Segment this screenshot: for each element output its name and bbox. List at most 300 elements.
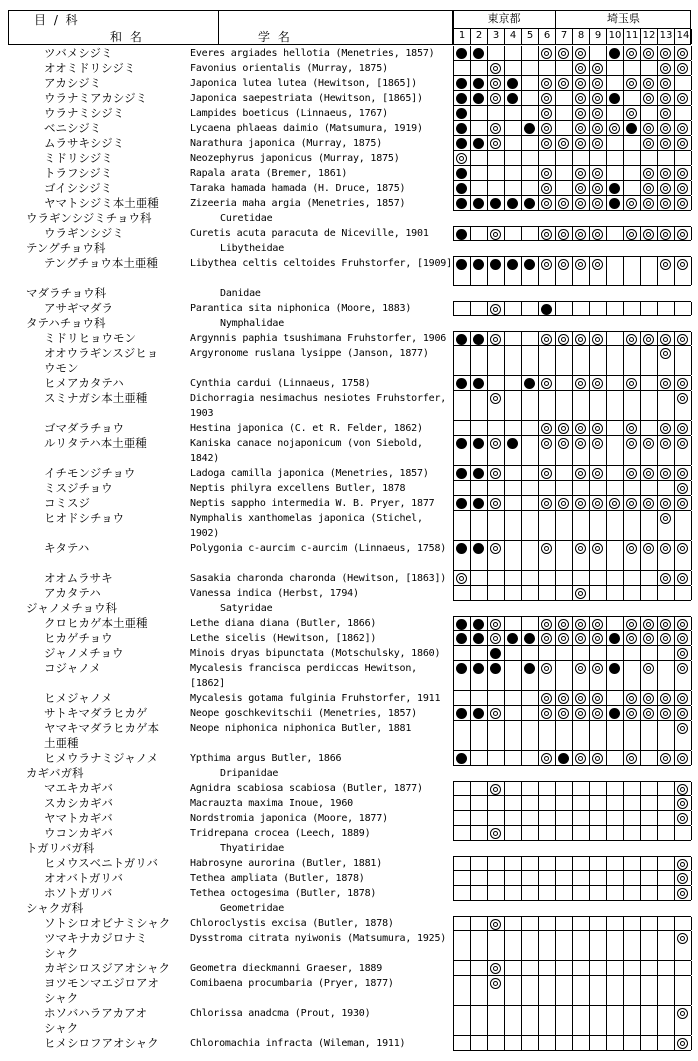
occurrence-cell bbox=[675, 227, 692, 240]
double-circle-mark bbox=[643, 138, 654, 149]
occurrence-cell bbox=[522, 1006, 539, 1035]
occurrence-cell bbox=[539, 436, 556, 465]
occurrence-cell bbox=[573, 227, 590, 240]
occurrence-cell bbox=[471, 302, 488, 315]
occurrence-cell bbox=[641, 886, 658, 900]
occurrence-cell bbox=[522, 436, 539, 465]
double-circle-mark bbox=[592, 438, 603, 449]
occurrence-cell bbox=[488, 811, 505, 825]
occurrence-cell bbox=[658, 346, 675, 375]
occurrence-cell bbox=[675, 166, 692, 180]
double-circle-mark bbox=[626, 229, 637, 240]
occurrence-cell bbox=[488, 751, 505, 765]
filled-circle-mark bbox=[507, 438, 518, 449]
occurrence-cell bbox=[624, 976, 641, 1005]
occurrence-grid bbox=[453, 616, 691, 631]
occurrence-cell bbox=[556, 691, 573, 705]
species-japanese-name: シャク bbox=[44, 991, 79, 1005]
species-japanese-name: シャク bbox=[44, 1021, 79, 1035]
occurrence-cell bbox=[488, 511, 505, 540]
occurrence-cell bbox=[454, 496, 471, 510]
occurrence-cell bbox=[590, 871, 607, 885]
occurrence-grid bbox=[453, 376, 691, 391]
species-japanese-name: ヒメウスベニトガリバ bbox=[44, 856, 158, 870]
occurrence-cell bbox=[675, 706, 692, 720]
occurrence-cell bbox=[539, 196, 556, 210]
occurrence-grid bbox=[453, 976, 691, 1006]
occurrence-cell bbox=[505, 151, 522, 165]
occurrence-cell bbox=[658, 61, 675, 75]
occurrence-cell bbox=[658, 886, 675, 900]
occurrence-cell bbox=[454, 886, 471, 900]
occurrence-cell bbox=[675, 391, 692, 420]
occurrence-cell bbox=[488, 106, 505, 120]
occurrence-cell bbox=[607, 332, 624, 345]
occurrence-cell bbox=[539, 136, 556, 150]
occurrence-cell bbox=[522, 751, 539, 765]
occurrence-cell bbox=[556, 166, 573, 180]
species-japanese-name: ルリタテハ本土亜種 bbox=[44, 436, 147, 450]
occurrence-cell bbox=[522, 151, 539, 165]
occurrence-cell bbox=[641, 917, 658, 930]
occurrence-cell bbox=[607, 391, 624, 420]
filled-circle-mark bbox=[473, 378, 484, 389]
occurrence-cell bbox=[505, 421, 522, 435]
family-japanese-name: テングチョウ科 bbox=[26, 241, 106, 255]
occurrence-cell bbox=[573, 661, 590, 690]
double-circle-mark bbox=[677, 859, 688, 870]
occurrence-cell bbox=[556, 181, 573, 195]
double-circle-mark bbox=[575, 93, 586, 104]
occurrence-cell bbox=[471, 76, 488, 90]
occurrence-cell bbox=[641, 181, 658, 195]
occurrence-cell bbox=[454, 1036, 471, 1050]
occurrence-cell bbox=[539, 811, 556, 825]
species-scientific-name: Neptis sappho intermedia W. B. Pryer, 1877 bbox=[190, 498, 435, 509]
double-circle-mark bbox=[626, 48, 637, 59]
occurrence-cell bbox=[454, 121, 471, 135]
occurrence-cell bbox=[658, 302, 675, 315]
occurrence-cell bbox=[505, 706, 522, 720]
double-circle-mark bbox=[592, 229, 603, 240]
double-circle-mark bbox=[575, 108, 586, 119]
species-scientific-name: Lampides boeticus (Linnaeus, 1767) bbox=[190, 108, 388, 119]
species-row bbox=[0, 466, 698, 481]
occurrence-cell bbox=[454, 346, 471, 375]
species-row bbox=[0, 691, 698, 706]
occurrence-cell bbox=[573, 46, 590, 60]
double-circle-mark bbox=[660, 138, 671, 149]
occurrence-cell bbox=[454, 751, 471, 765]
occurrence-cell bbox=[675, 436, 692, 465]
double-circle-mark bbox=[592, 708, 603, 719]
occurrence-cell bbox=[607, 466, 624, 480]
double-circle-mark bbox=[541, 183, 552, 194]
species-row bbox=[0, 886, 698, 901]
occurrence-cell bbox=[675, 886, 692, 900]
occurrence-cell bbox=[607, 346, 624, 375]
double-circle-mark bbox=[575, 183, 586, 194]
occurrence-grid bbox=[453, 916, 691, 931]
species-scientific-name: Zizeeria maha argia (Menetries, 1857) bbox=[190, 198, 406, 209]
occurrence-cell bbox=[590, 121, 607, 135]
occurrence-cell bbox=[539, 391, 556, 420]
species-row bbox=[0, 481, 698, 496]
occurrence-grid bbox=[453, 781, 691, 796]
occurrence-cell bbox=[607, 121, 624, 135]
occurrence-cell bbox=[454, 706, 471, 720]
occurrence-cell bbox=[454, 332, 471, 345]
double-circle-mark bbox=[677, 168, 688, 179]
occurrence-cell bbox=[522, 496, 539, 510]
occurrence-cell bbox=[488, 661, 505, 690]
species-row bbox=[0, 856, 698, 871]
filled-circle-mark bbox=[507, 198, 518, 209]
occurrence-cell bbox=[488, 196, 505, 210]
occurrence-cell bbox=[675, 302, 692, 315]
occurrence-cell bbox=[454, 196, 471, 210]
species-japanese-name: イチモンジチョウ bbox=[44, 466, 136, 480]
species-row bbox=[0, 151, 698, 166]
species-scientific-name: Lethe sicelis (Hewitson, [1862]) bbox=[190, 633, 377, 644]
occurrence-cell bbox=[590, 421, 607, 435]
species-row bbox=[0, 511, 698, 541]
occurrence-cell bbox=[658, 721, 675, 750]
occurrence-cell bbox=[556, 811, 573, 825]
occurrence-cell bbox=[641, 76, 658, 90]
filled-circle-mark bbox=[490, 663, 501, 674]
occurrence-cell bbox=[573, 541, 590, 570]
occurrence-cell bbox=[675, 871, 692, 885]
occurrence-cell bbox=[641, 91, 658, 105]
occurrence-cell bbox=[505, 76, 522, 90]
occurrence-cell bbox=[471, 121, 488, 135]
double-circle-mark bbox=[643, 708, 654, 719]
occurrence-cell bbox=[539, 121, 556, 135]
species-scientific-name: Libythea celtis celtoides Fruhstorfer, [1909] bbox=[190, 258, 452, 269]
double-circle-mark bbox=[490, 784, 501, 795]
double-circle-mark bbox=[541, 423, 552, 434]
occurrence-cell bbox=[522, 586, 539, 600]
occurrence-cell bbox=[607, 721, 624, 750]
occurrence-cell bbox=[539, 496, 556, 510]
double-circle-mark bbox=[541, 543, 552, 554]
species-scientific-name: Rapala arata (Bremer, 1861) bbox=[190, 168, 348, 179]
occurrence-cell bbox=[624, 917, 641, 930]
double-circle-mark bbox=[490, 229, 501, 240]
double-circle-mark bbox=[575, 438, 586, 449]
column-number: 6 bbox=[539, 29, 556, 44]
occurrence-cell bbox=[556, 481, 573, 495]
filled-circle-mark bbox=[558, 753, 569, 764]
occurrence-cell bbox=[488, 151, 505, 165]
occurrence-cell bbox=[624, 751, 641, 765]
occurrence-cell bbox=[471, 511, 488, 540]
species-scientific-name: Dichorragia nesimachus nesiotes Fruhstorfer, 1903 bbox=[190, 393, 447, 419]
double-circle-mark bbox=[558, 78, 569, 89]
double-circle-mark bbox=[541, 48, 552, 59]
species-scientific-name: Lethe diana diana (Butler, 1866) bbox=[190, 618, 377, 629]
double-circle-mark bbox=[490, 304, 501, 315]
double-circle-mark bbox=[677, 708, 688, 719]
occurrence-cell bbox=[641, 151, 658, 165]
occurrence-cell bbox=[488, 917, 505, 930]
filled-circle-mark bbox=[524, 378, 535, 389]
occurrence-cell bbox=[590, 496, 607, 510]
occurrence-cell bbox=[658, 106, 675, 120]
occurrence-cell bbox=[505, 721, 522, 750]
species-japanese-name: ウラナミアカシジミ bbox=[44, 91, 148, 105]
occurrence-cell bbox=[471, 1006, 488, 1035]
occurrence-grid bbox=[453, 181, 691, 196]
occurrence-cell bbox=[590, 481, 607, 495]
double-circle-mark bbox=[677, 229, 688, 240]
occurrence-cell bbox=[590, 181, 607, 195]
filled-circle-mark bbox=[609, 183, 620, 194]
occurrence-grid bbox=[453, 61, 691, 76]
species-japanese-name: スカシカギバ bbox=[44, 796, 113, 810]
occurrence-cell bbox=[641, 391, 658, 420]
species-japanese-name: ウラナミシジミ bbox=[44, 106, 125, 120]
occurrence-cell bbox=[454, 796, 471, 810]
occurrence-grid bbox=[453, 811, 691, 826]
occurrence-cell bbox=[658, 871, 675, 885]
species-japanese-name: ヤマトシジミ本土亜種 bbox=[44, 196, 159, 210]
double-circle-mark bbox=[575, 168, 586, 179]
occurrence-cell bbox=[505, 917, 522, 930]
double-circle-mark bbox=[541, 619, 552, 630]
family-scientific-name: Curetidae bbox=[220, 213, 273, 224]
occurrence-cell bbox=[675, 76, 692, 90]
occurrence-cell bbox=[454, 227, 471, 240]
filled-circle-mark bbox=[473, 438, 484, 449]
filled-circle-mark bbox=[524, 663, 535, 674]
double-circle-mark bbox=[592, 123, 603, 134]
double-circle-mark bbox=[541, 108, 552, 119]
occurrence-cell bbox=[556, 76, 573, 90]
filled-circle-mark bbox=[609, 663, 620, 674]
double-circle-mark bbox=[575, 693, 586, 704]
occurrence-grid bbox=[453, 646, 691, 661]
occurrence-cell bbox=[675, 481, 692, 495]
occurrence-cell bbox=[471, 691, 488, 705]
double-circle-mark bbox=[677, 334, 688, 345]
occurrence-cell bbox=[522, 631, 539, 645]
occurrence-cell bbox=[573, 586, 590, 600]
double-circle-mark bbox=[575, 468, 586, 479]
filled-circle-mark bbox=[524, 633, 535, 644]
occurrence-cell bbox=[641, 106, 658, 120]
occurrence-cell bbox=[658, 421, 675, 435]
double-circle-mark bbox=[541, 259, 552, 270]
occurrence-cell bbox=[573, 346, 590, 375]
occurrence-cell bbox=[471, 346, 488, 375]
occurrence-cell bbox=[624, 481, 641, 495]
occurrence-cell bbox=[505, 436, 522, 465]
occurrence-grid bbox=[453, 571, 691, 586]
double-circle-mark bbox=[490, 919, 501, 930]
occurrence-cell bbox=[471, 436, 488, 465]
occurrence-cell bbox=[590, 617, 607, 630]
occurrence-cell bbox=[556, 617, 573, 630]
occurrence-cell bbox=[505, 1006, 522, 1035]
occurrence-cell bbox=[505, 391, 522, 420]
occurrence-cell bbox=[573, 886, 590, 900]
occurrence-cell bbox=[471, 886, 488, 900]
occurrence-cell bbox=[471, 91, 488, 105]
species-row bbox=[0, 331, 698, 346]
occurrence-cell bbox=[641, 227, 658, 240]
double-circle-mark bbox=[575, 334, 586, 345]
occurrence-cell bbox=[607, 421, 624, 435]
occurrence-cell bbox=[539, 661, 556, 690]
occurrence-cell bbox=[658, 976, 675, 1005]
occurrence-cell bbox=[454, 181, 471, 195]
occurrence-cell bbox=[607, 496, 624, 510]
occurrence-cell bbox=[641, 706, 658, 720]
occurrence-cell bbox=[641, 346, 658, 375]
species-row bbox=[0, 721, 698, 751]
filled-circle-mark bbox=[456, 259, 467, 270]
double-circle-mark bbox=[541, 498, 552, 509]
double-circle-mark bbox=[490, 78, 501, 89]
occurrence-cell bbox=[556, 61, 573, 75]
occurrence-cell bbox=[539, 541, 556, 570]
occurrence-cell bbox=[522, 571, 539, 585]
filled-circle-mark bbox=[456, 48, 467, 59]
species-japanese-name: ツバメシジミ bbox=[44, 46, 113, 60]
filled-circle-mark bbox=[456, 93, 467, 104]
occurrence-cell bbox=[573, 917, 590, 930]
occurrence-cell bbox=[488, 391, 505, 420]
occurrence-cell bbox=[522, 931, 539, 960]
occurrence-grid bbox=[453, 1036, 691, 1051]
double-circle-mark bbox=[660, 438, 671, 449]
occurrence-cell bbox=[522, 1036, 539, 1050]
occurrence-cell bbox=[522, 91, 539, 105]
species-japanese-name: ヒオドシチョウ bbox=[44, 511, 125, 525]
double-circle-mark bbox=[575, 48, 586, 59]
filled-circle-mark bbox=[507, 259, 518, 270]
occurrence-cell bbox=[607, 436, 624, 465]
occurrence-cell bbox=[539, 481, 556, 495]
double-circle-mark bbox=[626, 198, 637, 209]
double-circle-mark bbox=[592, 93, 603, 104]
double-circle-mark bbox=[592, 693, 603, 704]
occurrence-cell bbox=[539, 466, 556, 480]
occurrence-cell bbox=[658, 511, 675, 540]
occurrence-cell bbox=[539, 571, 556, 585]
occurrence-cell bbox=[607, 857, 624, 870]
occurrence-cell bbox=[539, 871, 556, 885]
double-circle-mark bbox=[490, 138, 501, 149]
occurrence-cell bbox=[522, 691, 539, 705]
double-circle-mark bbox=[660, 498, 671, 509]
occurrence-cell bbox=[454, 661, 471, 690]
species-scientific-name: Japonica lutea lutea (Hewitson, [1865]) bbox=[190, 78, 417, 89]
double-circle-mark bbox=[575, 198, 586, 209]
double-circle-mark bbox=[677, 723, 688, 734]
double-circle-mark bbox=[575, 138, 586, 149]
occurrence-grid bbox=[453, 721, 691, 751]
occurrence-cell bbox=[624, 376, 641, 390]
occurrence-cell bbox=[624, 496, 641, 510]
filled-circle-mark bbox=[456, 123, 467, 134]
double-circle-mark bbox=[660, 543, 671, 554]
double-circle-mark bbox=[677, 873, 688, 884]
species-japanese-name: カギシロスジアオシャク bbox=[44, 961, 171, 975]
occurrence-cell bbox=[573, 76, 590, 90]
occurrence-cell bbox=[454, 481, 471, 495]
occurrence-cell bbox=[590, 1036, 607, 1050]
occurrence-cell bbox=[641, 121, 658, 135]
occurrence-cell bbox=[590, 571, 607, 585]
species-scientific-name: Geometra dieckmanni Graeser, 1889 bbox=[190, 963, 383, 974]
filled-circle-mark bbox=[456, 108, 467, 119]
occurrence-cell bbox=[658, 481, 675, 495]
occurrence-cell bbox=[505, 91, 522, 105]
filled-circle-mark bbox=[456, 663, 467, 674]
occurrence-cell bbox=[624, 511, 641, 540]
double-circle-mark bbox=[677, 753, 688, 764]
occurrence-cell bbox=[522, 826, 539, 840]
double-circle-mark bbox=[677, 573, 688, 584]
occurrence-cell bbox=[624, 886, 641, 900]
occurrence-cell bbox=[624, 166, 641, 180]
occurrence-cell bbox=[624, 151, 641, 165]
occurrence-cell bbox=[539, 721, 556, 750]
occurrence-cell bbox=[471, 1036, 488, 1050]
family-row bbox=[0, 211, 698, 226]
occurrence-cell bbox=[658, 136, 675, 150]
occurrence-cell bbox=[573, 811, 590, 825]
occurrence-cell bbox=[573, 796, 590, 810]
column-number: 10 bbox=[607, 29, 624, 44]
occurrence-cell bbox=[471, 391, 488, 420]
double-circle-mark bbox=[677, 648, 688, 659]
occurrence-cell bbox=[641, 857, 658, 870]
occurrence-cell bbox=[471, 106, 488, 120]
occurrence-cell bbox=[556, 151, 573, 165]
family-scientific-name: Libytheidae bbox=[220, 243, 285, 254]
occurrence-cell bbox=[556, 826, 573, 840]
double-circle-mark bbox=[660, 198, 671, 209]
occurrence-cell bbox=[624, 46, 641, 60]
filled-circle-mark bbox=[473, 468, 484, 479]
double-circle-mark bbox=[575, 708, 586, 719]
double-circle-mark bbox=[558, 619, 569, 630]
filled-circle-mark bbox=[456, 498, 467, 509]
species-japanese-name: 土亜種 bbox=[44, 736, 79, 750]
occurrence-cell bbox=[573, 181, 590, 195]
species-scientific-name: Japonica saepestriata (Hewitson, [1865]) bbox=[190, 93, 423, 104]
occurrence-cell bbox=[590, 166, 607, 180]
double-circle-mark bbox=[490, 468, 501, 479]
species-japanese-name: ゴマダラチョウ bbox=[44, 421, 125, 435]
species-row bbox=[0, 661, 698, 691]
occurrence-cell bbox=[590, 857, 607, 870]
family-scientific-name: Danidae bbox=[220, 288, 261, 299]
species-japanese-name: ヤマキマダラヒカゲ本 bbox=[44, 721, 159, 735]
species-japanese-name: オオムラサキ bbox=[44, 571, 113, 585]
double-circle-mark bbox=[541, 633, 552, 644]
occurrence-cell bbox=[488, 931, 505, 960]
occurrence-cell bbox=[624, 811, 641, 825]
occurrence-cell bbox=[505, 376, 522, 390]
double-circle-mark bbox=[558, 498, 569, 509]
occurrence-grid bbox=[453, 961, 691, 976]
double-circle-mark bbox=[558, 423, 569, 434]
